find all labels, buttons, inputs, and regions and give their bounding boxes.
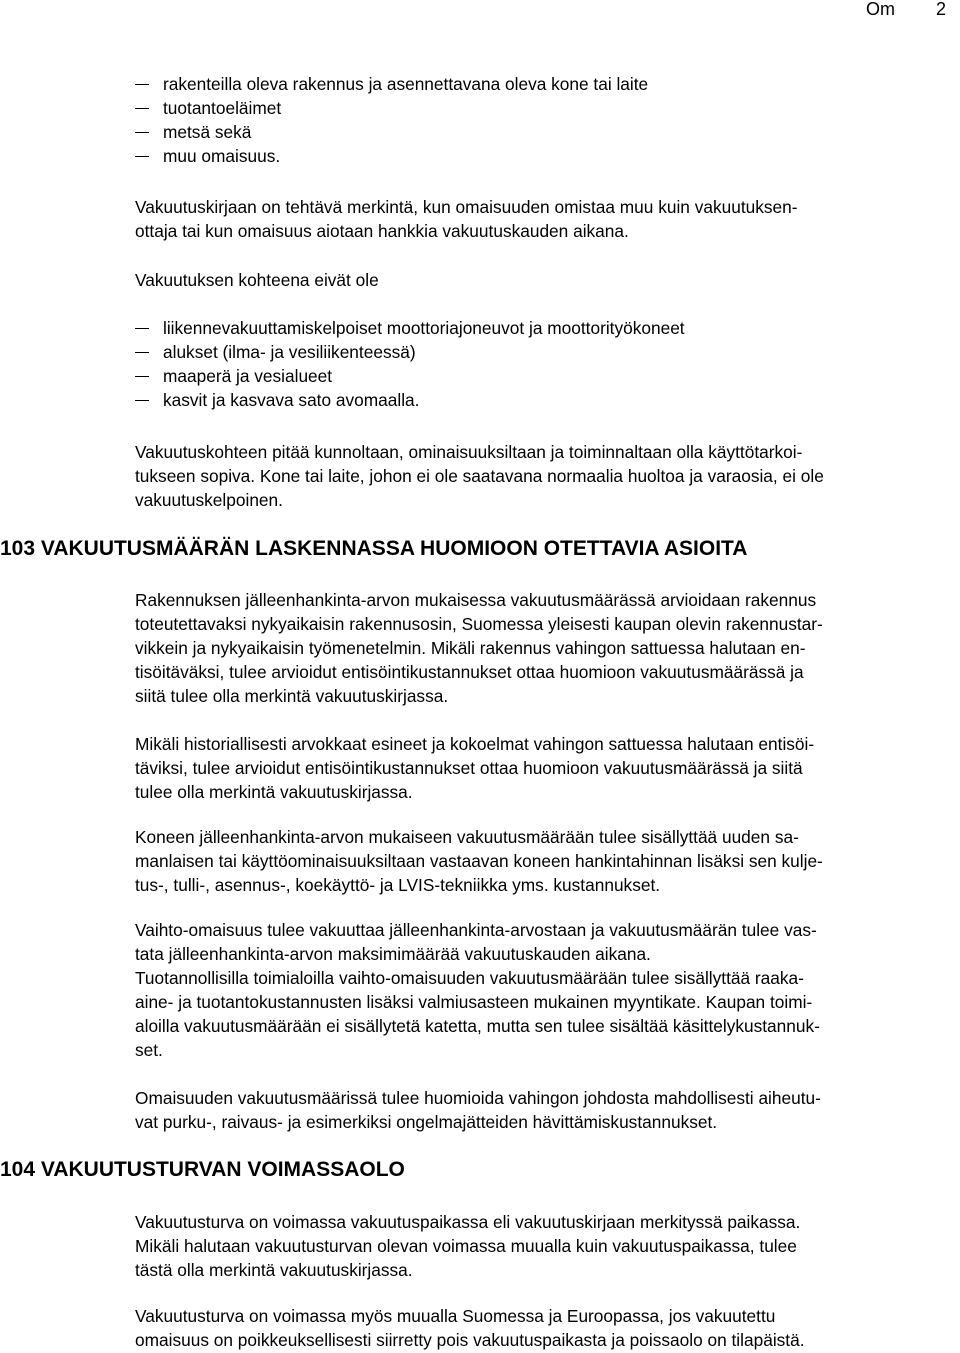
section-104-paragraph-2 (135, 1304, 946, 1352)
text-line: Vaihto-omaisuus tulee vakuuttaa jälleenhankinta-arvostaan ja vakuutusmäärän tulee vas- (135, 920, 817, 940)
text-line: Koneen jälleenhankinta-arvon mukaiseen vakuutusmäärään tulee sisällyttää uuden sa- (135, 827, 799, 847)
ownership-note (135, 195, 946, 243)
text-line: Vakuutusturva on voimassa vakuutuspaikassa eli vakuutuskirjaan merkityssä paikassa. (135, 1212, 801, 1232)
text-line: ottaja tai kun omaisuus aiotaan hankkia vakuutuskauden aikana. (135, 221, 629, 241)
document-code: Om (865, 0, 895, 19)
list-item: alukset (ilma- ja vesiliikenteessä) (135, 340, 946, 364)
text-line: tus-, tulli-, asennus-, koekäyttö- ja LVIS-tekniikka yms. kustannukset. (135, 875, 661, 895)
list-item: rakenteilla oleva rakennus ja asennettavana oleva kone tai laite (135, 72, 946, 96)
text-line: Omaisuuden vakuutusmäärissä tulee huomioida vahingon johdosta mahdollisesti aiheutu- (135, 1088, 821, 1108)
text-line: Mikäli historiallisesti arvokkaat esineet ja kokoelmat vahingon sattuessa halutaan entisöi- (135, 734, 815, 754)
property-list-block (135, 72, 946, 168)
section-heading-103: 103 VAKUUTUSMÄÄRÄN LASKENNASSA HUOMIOON OTETTAVIA ASIOITA (0, 537, 748, 560)
list-item: kasvit ja kasvava sato avomaalla. (135, 388, 946, 412)
text-line: manlaisen tai käyttöominaisuuksiltaan vastaavan koneen hankintahinnan lisäksi sen kulje- (135, 851, 823, 871)
text-line: vat purku-, raivaus- ja esimerkiksi ongelmajätteiden hävittämiskustannukset. (135, 1112, 718, 1132)
text-line: Vakuutusturva on voimassa myös muualla Suomessa ja Euroopassa, jos vakuutettu (135, 1306, 776, 1326)
section-104-paragraph-1 (135, 1210, 946, 1282)
text-line: tästä olla merkintä vakuutuskirjassa. (135, 1260, 413, 1280)
text-line: set. (135, 1040, 163, 1060)
text-line: aine- ja tuotantokustannusten lisäksi valmiusasteen mukainen myyntikate. Kaupan toimi- (135, 992, 813, 1012)
text-line: tata jälleenhankinta-arvon maksimimäärää vakuutuskauden aikana. (135, 944, 651, 964)
section-103-paragraph-2 (135, 732, 946, 804)
text-line: Rakennuksen jälleenhankinta-arvon mukaisessa vakuutusmäärässä arvioidaan rakennus (135, 590, 817, 610)
text-line: Mikäli halutaan vakuutusturvan olevan voimassa muualla kuin vakuutuspaikassa, tulee (135, 1236, 797, 1256)
page-header (866, 0, 946, 21)
exclusions-list (135, 316, 946, 412)
section-103-paragraph-4 (135, 918, 946, 1062)
section-heading-104: 104 VAKUUTUSTURVAN VOIMASSAOLO (0, 1158, 405, 1181)
list-item: metsä sekä (135, 120, 946, 144)
text-line: Vakuutuskirjaan on tehtävä merkintä, kun omaisuuden omistaa muu kuin vakuutuksen- (135, 197, 798, 217)
text-line: täviksi, tulee arvioidut entisöintikustannukset ottaa huomioon vakuutusmäärässä ja siitä (135, 758, 803, 778)
text-line: Tuotannollisilla toimialoilla vaihto-omaisuuden vakuutusmäärään tulee sisällyttää raaka- (135, 968, 804, 988)
text-line: aloilla vakuutusmäärään ei sisällytetä katetta, mutta sen tulee sisältää käsittelykustannuk- (135, 1016, 820, 1036)
text-line: toteutettavaksi nykyaikaisin rakennusosin, Suomessa yleisesti kaupan olevin rakennustar- (135, 614, 823, 634)
text-line: vikkein ja nykyaikaisin työmenetelmin. Mikäli rakennus vahingon sattuessa halutaan en- (135, 638, 806, 658)
list-item: tuotantoeläimet (135, 96, 946, 120)
list-item: liikennevakuuttamiskelpoiset moottoriajoneuvot ja moottorityökoneet (135, 316, 946, 340)
text-line: tisöitäväksi, tulee arvioidut entisöintikustannukset ottaa huomioon vakuutusmäärässä ja (135, 662, 804, 682)
text-line: omaisuus on poikkeuksellisesti siirretty pois vakuutuspaikasta ja poissaolo on tilapäistä. (135, 1330, 805, 1350)
text-line: tukseen sopiva. Kone tai laite, johon ei ole saatavana normaalia huoltoa ja varaosia, ei ole (135, 466, 824, 486)
condition-paragraph (135, 440, 946, 512)
exclusions-intro (135, 268, 946, 292)
text-line: siitä tulee olla merkintä vakuutuskirjassa. (135, 686, 449, 706)
text-line: vakuutuskelpoinen. (135, 490, 283, 510)
list-item: maaperä ja vesialueet (135, 364, 946, 388)
page-number: 2 (935, 0, 946, 19)
text-line: tulee olla merkintä vakuutuskirjassa. (135, 782, 413, 802)
exclusions-list-block (135, 316, 946, 412)
property-list (135, 72, 946, 168)
section-103-paragraph-3 (135, 825, 946, 897)
text-line: Vakuutuksen kohteena eivät ole (135, 270, 379, 290)
section-103-paragraph-1 (135, 588, 946, 708)
text-line: Vakuutuskohteen pitää kunnoltaan, ominaisuuksiltaan ja toiminnaltaan olla käyttötarkoi- (135, 442, 803, 462)
section-103-paragraph-5 (135, 1086, 946, 1134)
list-item: muu omaisuus. (135, 144, 946, 168)
